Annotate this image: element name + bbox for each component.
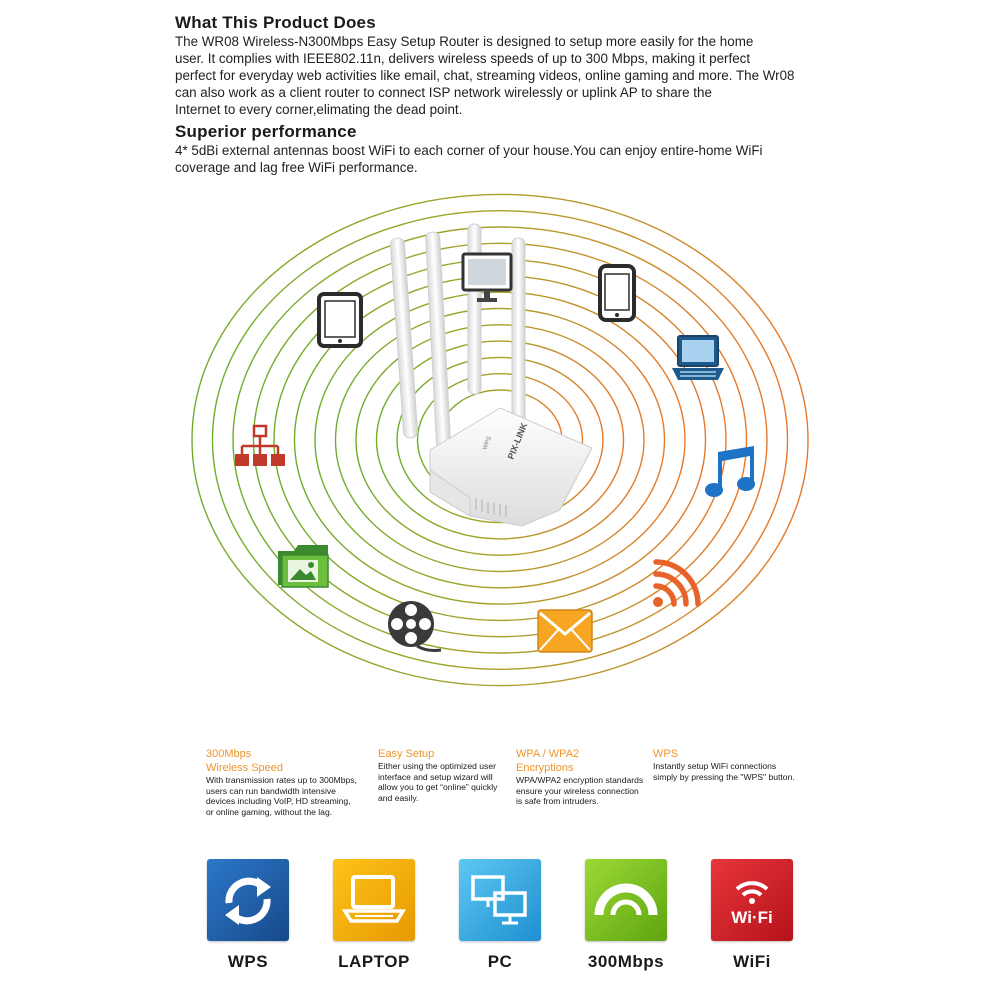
laptop-icon <box>672 336 724 380</box>
feature-title: Easy Setup <box>378 748 435 760</box>
film-reel-icon <box>388 601 441 651</box>
feature-title: WPA / WPA2 <box>516 748 580 760</box>
wifi-icon <box>711 859 793 941</box>
tile-pc <box>459 859 541 941</box>
feature-encryption <box>516 747 643 807</box>
intro-line: user. It complies with IEEE802.11n, delivers wireless speeds of up to 300 Mbps, making it perfect <box>175 51 751 66</box>
feature-title: 300Mbps <box>206 748 252 760</box>
feature-desc: and easily. <box>378 792 419 803</box>
feature-desc: ensure your wireless connection <box>516 785 639 796</box>
intro-paragraph <box>175 33 855 118</box>
feature-easy-setup <box>378 747 497 803</box>
feature-desc: Instantly setup WiFi connections <box>653 761 777 771</box>
feature-desc: With transmission rates up to 300Mbps, <box>206 775 357 785</box>
feature-desc: devices including VoIP, HD streaming, <box>206 796 351 806</box>
music-note-icon <box>705 446 755 497</box>
refresh-arrows-icon <box>207 859 289 941</box>
heading-superior-performance: Superior performance <box>175 122 357 141</box>
intro-line: can also work as a client router to connect ISP network wirelessly or uplink AP to share the <box>175 85 712 100</box>
feature-desc: WPA/WPA2 encryption standards <box>516 775 644 785</box>
feature-desc: allow you to get “online” quickly <box>378 782 498 792</box>
feature-wps <box>653 747 795 782</box>
feature-desc: Either using the optimized user <box>378 761 496 771</box>
performance-paragraph <box>175 142 855 176</box>
router-badge: WPS <box>482 435 493 451</box>
router-body <box>430 408 592 526</box>
tablet-icon <box>319 294 361 346</box>
tile-wifi <box>711 859 793 941</box>
feature-desc: simply by pressing the "WPS" button. <box>653 771 795 782</box>
feature-speed <box>206 747 357 817</box>
feature-desc: users can run bandwidth intensive <box>206 785 336 796</box>
tile-label-pc: PC <box>487 952 513 971</box>
router-brand: PIX-LINK <box>505 421 530 461</box>
feature-desc: is safe from intruders. <box>516 796 599 806</box>
router-antenna <box>468 224 481 394</box>
tile-label-wifi: WiFi <box>733 952 771 971</box>
router-antenna <box>390 238 418 438</box>
monitors-icon <box>459 859 541 941</box>
coverage-illustration <box>0 180 1000 740</box>
rss-feed-icon <box>653 562 698 607</box>
speed-arc-icon <box>585 859 667 941</box>
smartphone-icon <box>600 266 634 320</box>
feature-desc: interface and setup wizard will <box>378 771 493 782</box>
wifi-tile-text: Wi·Fi <box>731 908 773 927</box>
tile-laptop <box>333 859 415 941</box>
tile-300mbps <box>585 859 667 941</box>
feature-title: Wireless Speed <box>206 762 284 774</box>
performance-line: coverage and lag free WiFi performance. <box>175 160 418 175</box>
image-folder-icon <box>278 545 328 587</box>
heading-what-product-does: What This Product Does <box>175 13 376 32</box>
tile-wps <box>207 859 289 941</box>
intro-line: Internet to every corner,elimating the dead point. <box>175 102 463 117</box>
feature-title: WPS <box>653 748 679 760</box>
feature-desc: or online gaming, without the lag. <box>206 806 333 817</box>
network-tree-icon <box>235 426 285 466</box>
tile-label-laptop: LAPTOP <box>338 952 410 971</box>
intro-line: perfect for everyday web activities like email, chat, streaming videos, online gaming and more. The Wr08 <box>175 68 795 83</box>
intro-line: The WR08 Wireless-N300Mbps Easy Setup Router is designed to setup more easily for the home <box>175 34 754 49</box>
feature-title: Encryptions <box>516 762 574 774</box>
performance-line: 4* 5dBi external antennas boost WiFi to each corner of your house.You can enjoy entire-home WiFi <box>175 143 763 158</box>
router-antenna <box>512 238 525 433</box>
intro-section <box>175 12 855 176</box>
tile-label-wps: WPS <box>227 952 269 971</box>
tile-label-300mbps: 300Mbps <box>587 952 665 971</box>
laptop-icon <box>333 859 415 941</box>
envelope-icon <box>538 610 592 652</box>
